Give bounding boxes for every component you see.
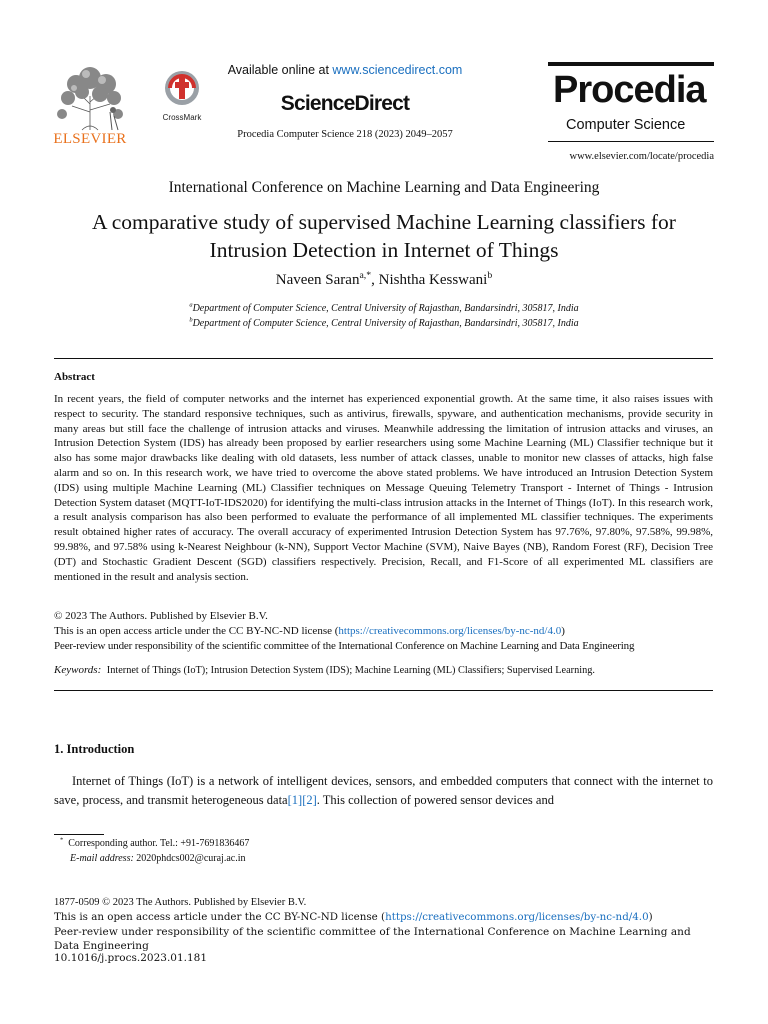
intro-text-part-2: . This collection of powered sensor devices and (316, 793, 554, 807)
journal-citation: Procedia Computer Science 218 (2023) 2049–2057 (237, 129, 453, 140)
crossmark-label: CrossMark (162, 113, 202, 122)
publisher-name: ELSEVIER (53, 131, 127, 147)
footnote-email (70, 853, 245, 864)
abstract-bottom-rule (54, 690, 713, 691)
footnote-corresponding (60, 838, 249, 849)
procedia-top-bar (548, 62, 714, 66)
affiliation-b-text: Department of Computer Science, Central University of Rajasthan, Bandarsindri, 305817, India (192, 318, 579, 329)
sciencedirect-link[interactable]: www.sciencedirect.com (332, 63, 463, 77)
abstract-heading: Abstract (54, 371, 95, 383)
reference-1-link[interactable]: [1] (287, 793, 303, 807)
authors (40, 272, 728, 289)
affiliation-a-text: Department of Computer Science, Central University of Rajasthan, Bandarsindri, 305817, India (192, 303, 579, 314)
affiliation-a-marker: a (189, 301, 193, 309)
footer-doi[interactable]: 10.1016/j.procs.2023.01.181 (54, 952, 208, 964)
sciencedirect-logo[interactable]: ScienceDirect (280, 92, 410, 115)
author-2: Nishtha Kesswani (378, 272, 488, 288)
affiliation-a (40, 303, 728, 314)
title-line-2: Intrusion Detection in Internet of Things (209, 238, 559, 262)
crossmark-icon[interactable] (160, 69, 204, 122)
introduction-heading: 1. Introduction (54, 742, 135, 756)
footer-peer-review: Peer-review under responsibility of the scientific committee of the International Conference on Machine Learning and Data Engineering (54, 926, 691, 952)
available-online (210, 63, 480, 77)
introduction-body (54, 772, 713, 810)
keywords (54, 664, 724, 676)
abstract-peer-review: Peer-review under responsibility of the scientific committee of the International Conference on Machine Learning and Data Engineering (54, 640, 635, 652)
keywords-label: Keywords: (54, 664, 102, 676)
available-prefix: Available online at (227, 63, 333, 77)
footer-copyright: © 2023 The Authors. Published by Elsevier B.V. (99, 897, 307, 908)
footnote-email-label: E-mail address: (70, 853, 134, 864)
footer-issn: 1877-0509 (54, 897, 100, 908)
license-suffix: ) (561, 625, 565, 637)
license-link[interactable]: https://creativecommons.org/licenses/by-nc-nd/4.0 (338, 625, 562, 637)
abstract-top-rule (54, 358, 713, 359)
paper-title (40, 208, 728, 264)
conference-name: International Conference on Machine Learning and Data Engineering (168, 179, 600, 196)
footer-license-prefix: This is an open access article under the CC BY-NC-ND license ( (54, 911, 386, 923)
abstract-license (54, 625, 724, 637)
procedia-divider (548, 141, 714, 142)
author-1: Naveen Saran (275, 272, 360, 288)
footer-license-suffix: ) (648, 911, 653, 923)
procedia-subtitle: Computer Science (566, 117, 686, 133)
author-2-affil: b (487, 270, 493, 281)
keywords-list: Internet of Things (IoT); Intrusion Detection System (IDS); Machine Learning (ML) Classifiers; Supervised Learning. (106, 665, 595, 676)
footnote-phone: Corresponding author. Tel.: +91-7691836467 (68, 838, 250, 849)
footer-license-link[interactable]: https://creativecommons.org/licenses/by-nc-nd/4.0 (385, 911, 649, 923)
author-separator: , (371, 272, 379, 288)
footer-license (54, 911, 724, 923)
affiliation-b-marker: b (189, 316, 193, 324)
footnote-rule (54, 834, 104, 835)
title-line-1: A comparative study of supervised Machine Learning classifiers for (92, 210, 676, 234)
footer-issn-line (54, 897, 724, 908)
license-prefix: This is an open access article under the CC BY-NC-ND license ( (54, 625, 339, 637)
procedia-title: Procedia (553, 69, 706, 111)
abstract-body: In recent years, the field of computer networks and the internet has experienced exponential growth. At the same time, it also raises issues with respect to security. The standard responsive techniques, such as antivirus, firewalls, spyware, and authentication mechanisms, provide security in many areas but still face the challenge of intrusion attacks and viruses. Meanwhile addressing the limitation of intrusion attacks and viruses, an Intrusion Detection System (IDS) has already been proposed by earlier researchers using some Machine Learning (ML) Classifier technique but it also has some major drawbacks like dealing with old datasets, less number of attack classes, unable to monitor new classes of attacks, high false alarm and so on. In this research work, we have tried to overcome the above stated problems. We have introduced an Intrusion Detection System (IDS) using multiple Machine Learning (ML) Classifier techniques on Message Queuing Telemetry Transport - Internet of Things - Intrusion Detection System dataset (MQTT-IoT-IDS2020) for identifying the multi-class intrusion attacks in the Internet of Things (IoT). In this research work, a result analysis comparison has also been performed to evaluate the performance of all implemented ML classifier techniques. The experiments result obtained higher rates of accuracy. The overall accuracy of experimented Intrusion Detection System has 97.76%, 97.80%, 97.58%, 99.98%, 99.98%, and 97.58% using k-Nearest Neighbour (k-NN), Support Vector Machine (SVM), Naive Bayes (NB), Random Forest (RF), Decision Tree (DT) and Stochastic Gradient Descent (SGD) classifiers respectively. Precision, Recall, and F1-Score of all experimented ML classifiers are mentioned in the result and analysis section. (54, 393, 713, 583)
abstract-copyright: © 2023 The Authors. Published by Elsevier B.V. (54, 610, 268, 622)
intro-text-part-1: Internet of Things (IoT) is a network of intelligent devices, sensors, and embedded computers that connect with the internet to save, process, and transmit heterogeneous data (54, 774, 713, 807)
footnote-marker: * (60, 836, 64, 844)
affiliation-b (40, 318, 728, 329)
procedia-url[interactable]: www.elsevier.com/locate/procedia (569, 151, 714, 162)
reference-2-link[interactable]: [2] (302, 793, 317, 807)
footnote-email-address[interactable]: 2020phdcs002@curaj.ac.in (136, 853, 246, 864)
author-1-affil: a,* (359, 270, 372, 281)
